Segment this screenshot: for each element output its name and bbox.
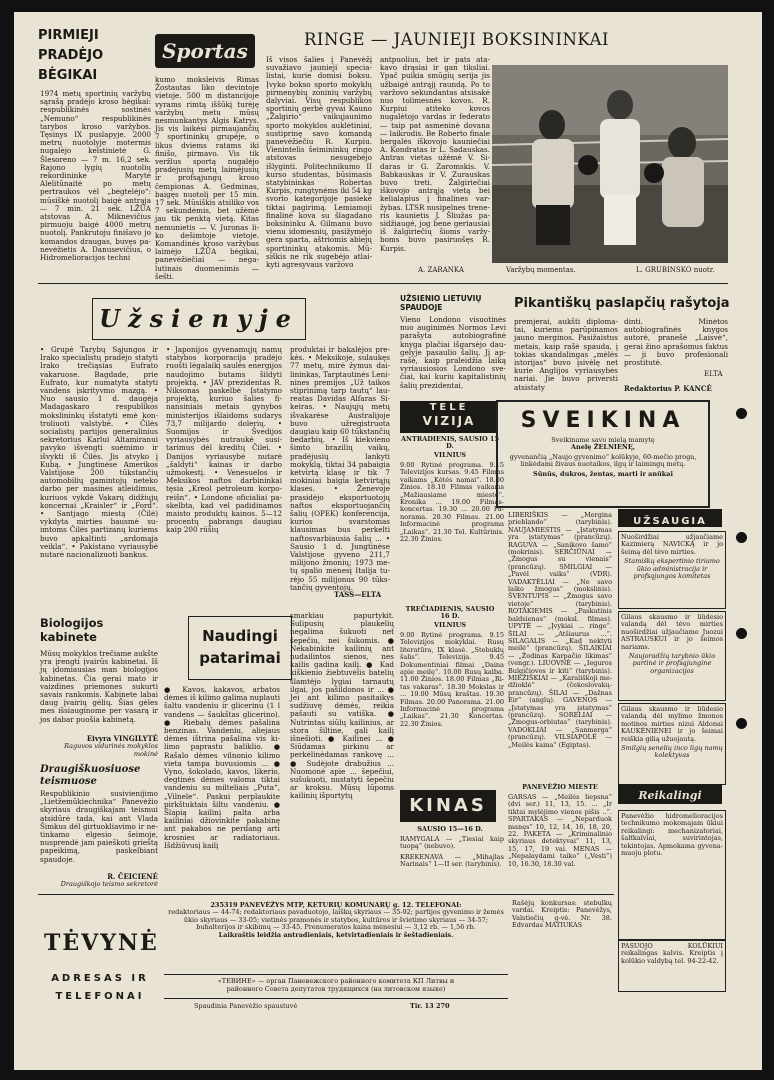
photo-author: A. ZARANKA (418, 266, 464, 274)
sportas-logo (155, 34, 255, 68)
pikantisku-title: Pikantiškų paslapčių rašytoja (514, 296, 730, 311)
pikantisku-column-2: dinti. Minėtos autobiografinės knygos autorė, pranešė „Laisvė“, gerai žino aprašomus faktus — ji buvo profesionali prostitutė. (624, 317, 728, 368)
footer-address-line1: 235319 PANEVĖŽYS MTP, KETURIŲ KOMUNARŲ g. 12. TELEFONAI: (210, 901, 462, 909)
condolence-2-signature: Naujoradžių tarybnio ūkio partinė ir profsąjungine organizacijos (628, 652, 716, 675)
kinas-date: SAUSIO 15—16 D. (417, 825, 483, 833)
naudingi-title-line2: patarimai (199, 649, 281, 667)
biologijos-title-line2: kabinete (40, 630, 97, 644)
article-column-2: kumo moksleivis Rimas Žostautas liko devintoje vietoje. 500 m distancijoje vyrams rimtą iššūkį turėję varžybų metu mūsų nesmunkantys Algis Katrys. Jis vis laikėsi pirmaujančių 7 sportininkų grupėje, o likus dviems ratams iki finišo, pirmavo. Vis tik veržlus sportą nugalėjo pradėjusių metų laimėjusių ir profsąjungų kroso čempionas A. Gedminas, baigęs nuotolį per 15 min. 17 sek. Mūsiškis atsiliko vos 7 sekundėmis, bet užėmė jau tik penktą vietą. Kitas nemunietis — V. Juronas liko dešimtoje vietoje. Komandinės kroso varžybas laimėjo LŽŪA bėgikai, panevėžiečiai — negalutinais duomenimis — šešti. (155, 75, 259, 281)
condolence-1 (618, 531, 726, 609)
naudingi-title-line1: Naudingi (202, 627, 278, 645)
boxing-photo (492, 65, 728, 263)
uzsienyje-column-1: • Grupė Tarybų Sąjungos ir Irako specialistų pradėjo statyti Irako trečiąsias Eufrato vakaruose. Bagdade, prie Eufrato, kur numatyta statyti vandens įskrityvmo mazgą. • Nuo sausio 1 d. daugėja Madagaskaro respublikos mokslininkų išstatyti emė kontroliuoti valstybė. • Čilės socialistų partijos generalinius sekretorius Karlui Altamiranui pavyko išvengti suėmimo ir išvykti iš Čilės. Jis atvyko į Kubą. • Jungtinėse Amerikos Valstijose 200 tūkstančių automobilių gamintojų neteko darbo per masines atleidimus, kuriuos vykdė Vakarų didžiųjų koncernai „Kraisler“ ir „Ford“. • Santjago miestą (Čilė) vykdyta mirties bausmė suimtoms Čilės partizanų kuriems buvo apkaltinti „ardomąja veikla“. • Pakistano vyriausybė nutarė nacionalizuoti bankus. (40, 345, 158, 560)
naudingi-column-2: smarkiau papurtykit. Sulipusių plaukelių negalima šukuoti net šepečiu, nei šukomis. ● Nekabinkite kailinių ant nudailintos sienos, nes kailis gadina kailį. ● Kad kiškienio žiebtuvėlis batelių šlamtėjo lygiai tarnautų ilgai, jos pašildonos ir ... ● Jei ant kilimo pasitaikys sudžiuvę dėmės, reikia pašauti su vatiška. ● Nutrintas siūlų kailinius, ar stora šiltine, gali kailį išnešioti. ● Kailinei ... ● Siūdamas pirkinu ar perkėlinėdamas rankovę ... ● Sudėjote drabužius ... Nuomonė apie ... šepečiui, sušukuoti, nustatyti šepečiu ar kroksu. Mūsų lūpoms kailinių išpurtytų (290, 611, 394, 801)
newspaper-page (14, 12, 762, 1070)
sveikina-box (496, 400, 710, 508)
naudingi-banner (188, 616, 292, 680)
condolence-1-text: Nuoširdžiai užjaučiame Kazimierą NAVICKĄ ir jo šeimą dėl tėvo mirties. (621, 533, 723, 556)
uzsienyje-column-3: produktai ir bakalėjos prekės. • Meksikoje, sulaukęs 77 metų, mirė žymus dailininkas, Tarptautinės Leninines premijos „Už taikos stiprinimą tarp tautų“ laureatas Davidas Alfaras Sikeiras. • Naujųjų metų išvakarėse Australijoje buvo užregistruota daugiau kaip 60 tūkstančių bedarbių. • Iš kiekvieno šimto brazilių vaikų, pradėjusių lankyti mokyklą, tiktai 34 pabaigia ketvirtą klasę ir tik 7 mokiniai baigia ketvirtąjų klases. • Ženevoje prasidėjo eksportuotojų naftos eksportuojančių šalių (OPEK) konferencija, kurios svarstomas klausimas bus perkelti naftosvarbiausia šalių ... • Sausio 1 d. Jungtinėse Valstijose gyveno 211,7 milijono žmonių; 1973 metų spalio mėnesį Italija turėjo 55 milijonus 90 tūkstančių gyventojų. (290, 345, 390, 592)
condolence-3-text: Gilaus skausmo ir liūdesio valandą dėl mylimo žmonos motinos mirties nizui Aldonai KAUKĖNIENEI ir jo šeimai reiškia gilią užuojautą. (621, 705, 723, 743)
footer-address-line3: Laikraštis leidžia antradieniais, ketvirtadieniais ir šeštadieniais. (218, 930, 454, 939)
ringe-headline: RINGE — JAUNIEJI BOKSININKAI (304, 30, 609, 49)
draugiskuosiuose-author: R. ČEICIENĖ (107, 872, 158, 881)
article-column-3: Iš visos šalies į Panevėžį suvažiavo jaunieji specialistai, kurie domisi boksu. Įvyko bokso sporto mokyklų pirmenybių zoninių varžybų dalyviai. Visų respublikos sportinių gerbė gyvai Kauno „Žalgirio“ vaikųjaunimo sporto mokyklos auklėtiniai, sustiprinę savo komandą panevėžiečiu R. Kurpiu. Vienintelis šeimininkų ringo atstovas nesugebėjo išlyginti. Politechnikumo II kurso studentas, būsimasis statybininkas Robertas Kurpis, rungtynėms iki 54 kg svorio kategorijoje pasiekė tiktai pagirimą. Lemiamoji finalinė kova su šlagadano boksininku A. Gilmanu buvo vienu idomesnių, pasižymėjo gera sparta, aštriomis abiejų sportininkų atakomis. Mūsiškis ne rik sugebėjo atlaikyti agresyvaus varžovo (266, 55, 372, 270)
binder-hole (736, 628, 747, 639)
uzsienyje-column-2: • Japonijos gyvenamųjų namų statybos korporacija pradėjo ruošti lėgalaikį saulės energijos naudojimo butams šildyti projektą. • JAV prezidentas R. Niksonas paskelbė Įstatymo projektą, kuriuo šalies finansiniais metais gynybos ministerijos išlaidoms sudarys 73,7 milijardo dolerių. • Suomijos ir Švedijos vyriausybės nutraukė susitarimus dėl kreditų Čilei. • Danijos vyriausybė nutarė „šaldyti“ kainas ir darbo užmokestį. • Venesuelos ir Meksikos naftos darbininkai tęsia „Kreol petroleum korporeišn“. • Londone oficialiai paskelbta, kad vel padidinamos maisto produktų kainos. 5—12 procentų pabrangs daugiau kaip 200 rūšių (166, 345, 282, 535)
draugiskuosiuose-title-line2: teismuose (40, 776, 97, 787)
tv-schedule-1: 9.00 Rytinė programa. 9.15 Televizijos kursas. 9.45 Filmas vaikams „Kėtės namai“. 18.00 Žinios. 18.10 Filmas vaikams „Mažiausiame mieste“. Kronika ... 19.00 Filmas-koncertas. 19.30 ... 20.00 Panorama. 20.30 Filmas. 21.00 Informacinė programa „Laikas“. 21.30 Tel. Kultūrinis. 22.30 Žinios. (400, 461, 504, 544)
uzsienyje-source: TASS—ELTA (334, 590, 382, 599)
footer-address-line2: redaktoriaus — 44-74; redaktoriaus pavaduotojo, laiškų skyriaus — 35-92; partijos gyvenimo ir žemės ūkio skyriaus — 33-05; vietinės pramonės ir statybos, kultūros ir švietimo skyriaus — 34-57; buhalterijos ir skibimų — 33-45. Prenumeratos kaina mėnesiui — 3,12 rb. — 1,56 rb. (168, 908, 504, 932)
footer-side-note: Rašėjų konkursas: stebulkų vardai. Kreiptis: Panevėžys, Valstiečių g-vė. Nr. 38. Edvardas MATIUKAS (512, 899, 612, 930)
sportas-logo-text: Sportas (162, 39, 248, 63)
binder-hole (736, 408, 747, 419)
biologijos-school: Raguvos vidurinės mokyklos mokinė (64, 742, 158, 758)
reikalingi-box-1 (618, 810, 726, 940)
footer-inner-rule-2 (164, 998, 508, 999)
binder-hole (736, 532, 747, 543)
tv-day-2: TREČIADIENIS, SAUSIO 16 D. (405, 605, 495, 621)
panevezio-mieste-title: PANEVĖŽIO MIESTE (522, 783, 598, 791)
footer-address (164, 902, 508, 984)
footer-inner-rule (164, 974, 508, 975)
adresas-label: ADRESAS IR TELEFONAI (51, 973, 149, 1002)
tv-schedule-2: 9.00 Rytinė programa. 9.15 Televizijos mokyklai. Rusų literatūra, IX klasė. „Stebuklų šalis“. Televizija. 9.45 Dokumentiniai filmai „Daina apie meilę“. 10.00 Rusų kalba. 11.00 Žinios. 18.00 Filmas „Ritas vakaras“. 18.30 Mokslas ir ... 19.00 Mūsų kraštas. 19.30 Filmas. 20.00 Panorama. 21.00 Informacinė programa „Laikas“. 21.30 Koncertas. 22.30 Žinios. (400, 631, 504, 728)
reikalingi-text-2: PASUOJO KOLŪKIUI reikalingas kalvis. Kreiptis į kolūkio valdybą tel. 94-22-42. (621, 942, 723, 965)
tiragas-label: Tir. 13 270 (410, 1002, 450, 1010)
biologijos-author: Eivyra VINGILYTĖ (86, 734, 158, 743)
pirmieji-headline-line2: PRADĖJO (38, 48, 104, 63)
kinas-item-2: KREKENAVA — „Mihajlas Narinais“ 1—II ser. (tarybinis). (400, 853, 504, 869)
kinas-item-1: RAMYGALA — „Tiesiai kaip tuopą“ (nebuvo). (400, 835, 504, 851)
condolence-2 (618, 611, 726, 701)
top-divider (38, 283, 728, 284)
pikantisku-column-1: premjerai, aukšti diplomatai, kuriems parūpinamos jauno merginos. Pasižaistus metais, kaip rašė spauda, į tokias skandalingas „mėlės istorijas“ buvo įsivėlę net kurie Anglijos vyriausybės nariai. Jie buvo priversti atsistaty (514, 317, 618, 392)
pirmieji-headline-line3: BĖGIKAI (38, 68, 98, 83)
tv-channel-2: VILNIUS (434, 621, 466, 629)
uzsaugia-title: UŽSAUGIA (633, 516, 707, 527)
reikalingi-text-1: Panevėžio hidromelioracijos technikumo mokomajam ūkiui reikalingi: mechanizatoriai, šaltkalviai, suvirintojas, tekintojas. Apmokama gyvenamuoju plotu. (621, 812, 723, 858)
sveikina-text: gyvenančią „Naujo gyvenimo“ kolūkyje, 60-mečio proga, linkėdami živaus nuotaikos, ilgų ir laimingų metų. (509, 452, 697, 469)
uzsaugia-banner (618, 509, 722, 527)
footer-russian-2: районного Совета депутатов трудящихся (на литовском языке) (226, 985, 446, 993)
kinas-logo (400, 790, 496, 822)
biologijos-title-line1: Biologijos (40, 616, 104, 630)
condolence-3 (618, 703, 726, 785)
sveikina-signature: Sūnūs, dukros, žentas, marti ir anūkai (533, 469, 673, 478)
televizija-logo (400, 401, 498, 433)
draugiskuosiuose-text: Respublikinio susivienijimo „Lietžemūkiechnika“ Panevėžio skyriaus draugiškajam teismui atsidūrė tada, kai ant Vlada Šimkus dėl girtuokliavimo ir netinkamo elgesio šeimoje, nusprendė jam paieškoti grieštą papeikimą, paskelbiant spaudoje. (40, 789, 158, 864)
draugiskuosiuose-role: Draugiškojo teismo sekretorė (60, 880, 158, 888)
boxing-photo-image (492, 65, 728, 263)
draugiskuosiuose-title (40, 764, 140, 788)
footer-russian-1: «TEВИНЕ» — орган Паневежского районного комитета КП Литвы и (217, 977, 455, 985)
televizija-logo-line1: TELE (429, 402, 469, 413)
kinas-logo-text: KINAS (409, 795, 487, 816)
pikantisku-source: ELTA (704, 370, 723, 378)
spaustuve-label: Spaudinia Panevėžio spaustuvė (194, 1002, 298, 1010)
photo-credit: L. GRUBINSKO nuotr. (636, 266, 715, 274)
photo-caption: Varžybų momentas. (506, 266, 576, 274)
article-column-1: 1974 metų sportinių varžybų sąrašą pradėjo kroso bėgikai: respublikinės sostinės „Nemuno“ respublikinės tarybos kroso varžybos. Tęsinys IX puslapyje. 2000 metrų nuotolyje motermis nugalėjo kelstinietė G. Šlesoreno — 7 m. 16,2 sek. Rajono lygių nuotolių rekordininke Marytė Alelitūnaitė po metų pertraukos vėl „bėgtelėjo“: mūsiškė nuotolį baigė antrąja — 7 min. 21 sek. LŽŪA atstovas A. Miknevičius pirmuoju baigė 4000 metrų nuotolį. Pankrutoju finišavo jo komandos draugas, buvęs panevėžietis A. Danusevičius, o Hidromelioracijos techni (40, 89, 151, 263)
condolence-1-signature: Stamiškų ekspertinio tiriamo ūkio administracija ir profsąjungos komitetas (624, 557, 720, 581)
pirmieji-headline-line1: PIRMIEJI (38, 28, 99, 43)
condolence-3-signature: Smilgių senelių inco ligų namų kolektyvas (621, 744, 723, 760)
tv-channel-1: VILNIUS (434, 451, 466, 459)
redaktorius: Redaktorius P. KANCĖ (624, 384, 712, 393)
reikalingi-title: Reikalingi (638, 789, 702, 802)
tevyne-logo: TĖVYNĖ (44, 930, 159, 956)
draugiskuosiuose-title-line1: Draugiškuosiuose (40, 764, 141, 775)
uzsienio-text: Vieno Londono visuotinės nuo auginimės Normos Levi parašyta autobiografinė knyga plačiai išgarsėjo daugelyje pasaulio šalių. Jį aprašė, kaip praleidžia laiką vyriausiosios Londono svečiai, kai kuriu kapitalistinių šalių prezidentai, (400, 315, 506, 390)
uzsienyje-title: Užsienyje (99, 304, 299, 333)
biologijos-title (40, 616, 103, 644)
cinema-list: LIBERIŠKIS — „Mergina prieblando“ (tarybinis). NAUJAMIESTIS — „Įstatymas yra įstatymas“ (prancūzų). RAGUVA — „Sanikovo šamo“ (mokrinis). SERČIŪNAI — „Žmogus su vienais“ (prancūzų). SMILGIAI — „Pavėl vaiks“ (VDR). VADAKTĖLIAI — „Ne savo laiko žmogus“ (mokslinis). ŠVENTUPIS — „Žmogus savo vietoje“ (tarybinis). ROTAKIEMIS — „Paskutinis baldsienas“ (moksl. filmas). UPYTĖ — „Įvykiai ... ringe“. ŠILAI — „Atšiaurus ...“. SILAGALIS — „Kad nektyti meilė“ (prancūzų). ŠILAIKIAI — „Žodinas Karpačio likimas“ (vengr.). LIUOVNĖ — „Ieguros Bulgičiovos ir kiti“ (tarybinis). MIEŽIŠKIAI — „Karališkoji medžioklė“ (čekoslovakų-prancūzų). ŠILAI — „Dažnas Eir“ (anglų). GAVENOS — „Įstatymas yra įstatymas“ (prancūzų). SORELIAI — „Žmogus-orbiutas“ (tarybinis). VADOKLIAI — „Sanmerga“ (prancūzų). VILSIAPOLĖ — „Meilės kaina“ (Egiptas). (508, 511, 612, 749)
tv-day-1: ANTRADIENIS, SAUSIO 15 D. (401, 435, 499, 451)
article-column-4: antpuolius, bet ir pats atakavo drąsiai ir gan tiksliai. Ypač puikia smūgių serija jis užbaigė antrąjį raundą. Po to varžovo sekundantas atsisakė nuo tolimesnės kovos. R. Kurpiui atiteko kovos nugalėtojo vardas ir federato — taip pat asmeninė dovana — laikrodis. Be Roberto finale bergalės iškovojo kauniečiai A. Kondratas ir L. Sadauskas. Antras vietas užėmė V. Sidaras ir G. Zaromskis. V. Babkauskas ir V. Zurauskas buvo treti. Žalgiriečiai iškovojo antrąją vietą bei kelialapius į finalines varžybas. LTSR nusipelnes treneris kaunietis J. Šliužas pasidžiaugė, jog bene geriausiai iš žalgiriečių šioms varžyboms buvo pasiruošęs R. Kurpis. (380, 55, 490, 253)
reikalingi-box-2 (618, 940, 726, 992)
binder-hole (736, 718, 747, 729)
uzsienyje-banner (92, 298, 306, 340)
televizija-logo-line2: VIZIJA (422, 414, 476, 428)
sveikina-title: SVEIKINA (520, 408, 686, 433)
naudingi-column-1: ● Kavos, kakavos, arbatos dėmes iš kilimo galima nuplauti šaltu vandeniu ir glicerinu (1 l vandens — šaukštas glicerino). ● Riebalų dėmes pašalina benzinas. Vandeniu, aliejaus dėmes ištrina pašalina vis kilimo paprastu baliklio. ● Rašalo dėmes vilnonio kilimo vieta tampa buvusiomis ... ● Vyno, šokolado, kavos, likerio, degtinės dėmes valoma tiktai vandeniu su milteliais „Puta“, „Vilnele“. Paskui perplaukite pirkštuktais šiltu vandeniu. ● Šlapią kailinį palta arba kailiniai džiovinkite pakabinę ant pakabos ne perdang arti krosnies ar radiatoriaus. Išdžiūvusį kailį (164, 685, 280, 850)
sveikina-line1: Sveikiname savo mielą mamytę (551, 436, 655, 444)
footer-divider (38, 894, 614, 895)
reikalingi-banner (618, 784, 722, 804)
panevezio-mieste-list: GARSAS — „Meilės liepsna“ (dvi ser.) 11, 13, 15. ... „Ir tiktai mylėjimo vienos pišis ..“. SPARTAKAS — „Neparduok manęs“ 10, 12, 14, 16, 18, 20, 22. PAKETA — „Kriminalinio skyriaus detektyvai“ 11, 13, 15, 17, 19 vai. MENAS — „Nepalaydami taiko“ („Vesti“) 10, 16.30, 18.30 val. (508, 793, 612, 868)
biologijos-text: Mūsų mokyklos trečiame aukšte yra įrengti įvairūs kabinetai. Iš jų įdomiausias man biologijos kabinetas. Čia gerai mato ir vaizdines priemones sukurti savais rankomis. Kabinete labai daug įvairių gėlių. Šias gėles mes išsiauginome per vasarą ir jos dabar puošia kabinetą. (40, 649, 158, 724)
pirmieji-headline (38, 26, 110, 86)
sveikina-name: Anelę ŽELNIENĘ, (570, 443, 636, 452)
condolence-2-text: Gilaus skausmo ir liūdesio valandą dėl tėvo mirties nuoširdžiai užjaučiame Juozui ASTRAUSKUI ir jo šeimos nariams. (621, 613, 723, 651)
uzsienio-title: UŽSIENIO LIETUVIŲ SPAUDOJE (400, 294, 482, 312)
